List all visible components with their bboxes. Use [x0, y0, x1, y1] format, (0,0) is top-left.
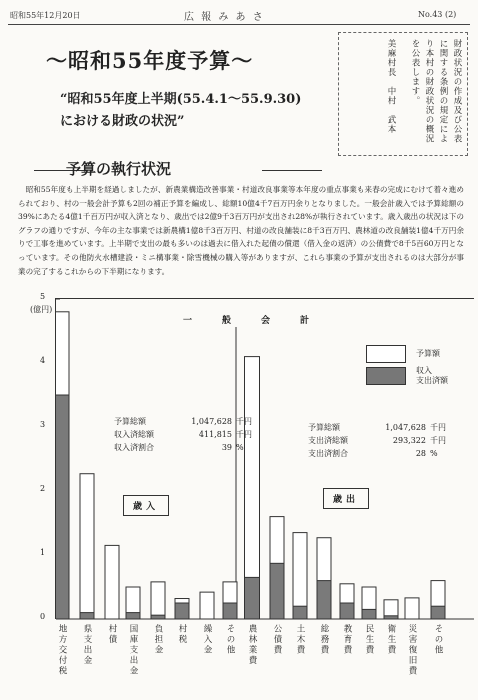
legend-budget-label: 予算額 [416, 349, 440, 358]
legend-executed-swatch [366, 367, 406, 385]
panel-title: 一般会計 [183, 316, 340, 326]
notice-box [338, 32, 468, 156]
category-label: 県支出金 [82, 624, 92, 666]
bar-executed [340, 603, 354, 619]
y-tick-3: 3 [40, 420, 46, 429]
bar-executed [80, 613, 94, 619]
section-title: 予算の執行状況 [66, 160, 172, 178]
expenditure-stat-label: 支出済総額 [308, 436, 348, 445]
notice-line: を公表します。 [410, 39, 420, 106]
bar-executed [384, 616, 398, 619]
revenue-stat-label: 収入済総額 [114, 430, 154, 439]
section-rule-right [262, 170, 322, 171]
header-title: 広 報 み あ さ [184, 12, 265, 23]
bar-budget [105, 545, 119, 619]
notice-line: に関する条例の規定によ [438, 39, 448, 144]
expenditure-stat-row [308, 421, 446, 434]
bar-chart-svg [56, 299, 474, 621]
expenditure-stat-row [308, 434, 446, 447]
category-label: その他 [225, 624, 235, 656]
subtitle-line2: における財政の状況” [60, 114, 185, 129]
notice-line: り本村の財政状況の概況 [424, 39, 434, 144]
header-date: 昭和55年12月20日 [10, 11, 81, 20]
main-title: 〜昭和55年度予算〜 [46, 48, 254, 73]
bar-executed [362, 609, 376, 619]
category-label: 総務費 [319, 624, 329, 656]
bar-budget [151, 582, 165, 619]
category-label: 村債 [107, 624, 117, 645]
expenditure-stat-row [308, 447, 446, 460]
header-divider [8, 24, 470, 25]
bar-executed [56, 395, 69, 619]
revenue-stat-value: 39 [221, 443, 232, 452]
expenditure-stats [308, 421, 446, 460]
expenditure-stat-label: 支出済割合 [308, 449, 348, 458]
revenue-stat-unit: 千円 [236, 417, 252, 426]
subtitle-line1: “昭和55年度上半期(55.4.1〜55.9.30) [60, 92, 302, 107]
category-label: 災害復旧費 [407, 624, 417, 677]
revenue-stat-row [114, 415, 252, 428]
y-tick-5: 5 [40, 292, 46, 301]
category-label: 村税 [177, 624, 187, 645]
revenue-stat-label: 予算総額 [114, 417, 146, 426]
category-label: 土木費 [295, 624, 305, 656]
y-axis-unit: (億円) [30, 305, 53, 314]
expenditure-stat-value: 1,047,628 [385, 423, 426, 432]
revenue-stat-label: 収入済割合 [114, 443, 154, 452]
bar-executed [151, 615, 165, 619]
expenditure-stat-unit: 千円 [430, 436, 446, 445]
legend-budget-swatch [366, 345, 406, 363]
notice-line: 美麻村長 中村 武本 [386, 39, 396, 134]
bar-executed [317, 581, 331, 619]
revenue-stat-value: 1,047,628 [191, 417, 232, 426]
y-tick-1: 1 [40, 548, 46, 557]
bar-executed [431, 606, 445, 619]
bar-executed [175, 603, 189, 619]
bar-executed [126, 613, 140, 619]
bar-budget [80, 474, 94, 619]
bar-executed [293, 606, 307, 619]
bar-executed [270, 563, 284, 619]
revenue-stat-row [114, 441, 252, 454]
legend-executed-label: 収入 支出済額 [416, 366, 448, 385]
expenditure-label-box: 歳出 [323, 488, 369, 509]
revenue-stat-value: 411,815 [198, 430, 232, 439]
expenditure-stat-value: 28 [415, 449, 426, 458]
category-label: 農林業費 [247, 624, 257, 666]
notice-line: 財政状況の作成及び公表 [452, 39, 462, 144]
category-label: 地方交付税 [57, 624, 67, 677]
revenue-stat-unit: 千円 [236, 430, 252, 439]
revenue-stats [114, 415, 252, 454]
y-tick-4: 4 [40, 356, 46, 365]
bar-executed [245, 577, 260, 619]
revenue-stat-row [114, 428, 252, 441]
bar-budget [200, 592, 214, 619]
expenditure-stat-value: 293,322 [392, 436, 426, 445]
revenue-stat-unit: % [236, 443, 244, 452]
expenditure-stat-unit: % [430, 449, 438, 458]
expenditure-stat-unit: 千円 [430, 423, 446, 432]
header-issue: No.43 (2) [418, 10, 457, 19]
category-label: 教育費 [342, 624, 352, 656]
category-label: 公債費 [272, 624, 282, 656]
category-label: 繰入金 [202, 624, 212, 656]
y-tick-2: 2 [40, 484, 46, 493]
category-label: 負担金 [153, 624, 163, 656]
bar-executed [223, 603, 237, 619]
expenditure-stat-label: 予算総額 [308, 423, 340, 432]
revenue-label-box: 歳入 [123, 495, 169, 516]
bar-budget [405, 598, 419, 619]
category-label: 国庫支出金 [128, 624, 138, 677]
y-tick-0: 0 [40, 612, 46, 621]
category-label: その他 [433, 624, 443, 656]
category-label: 衛生費 [386, 624, 396, 656]
category-label: 民生費 [364, 624, 374, 656]
body-paragraph: 昭和55年度も上半期を経過しましたが、新農業構造改善事業・村道改良事業等本年度の重点事業も来春の完成にむけて着々進められており、村の一般会計予算も2回の補正予算を編成し、総額10億4千7百万円余りとなりました。一般会計歳入では予算総額の39%にあたる4億1千百万円が収入済となり、歳出では2億9千3百万円が支出され28%が執行されています。歳入歳出の状況は下のグラフの通りですが、今年の主な事業では新農構1億8千3百万円、村道の改良舗装に8千3百万円、農林道の改良舗装1億4千万円余りで工事を進めています。上半期で支出の最も多いのは過去に借入れた起債の償還（借入金の返済）の公債費で8千5百60万円となっています。その他防火水槽建設・ミニ構事業・除雪機械の購入等がありますが、これら事業の予算が支出されるのは大部分が事業の完了するこれからの下半期になります。 [18, 185, 464, 276]
